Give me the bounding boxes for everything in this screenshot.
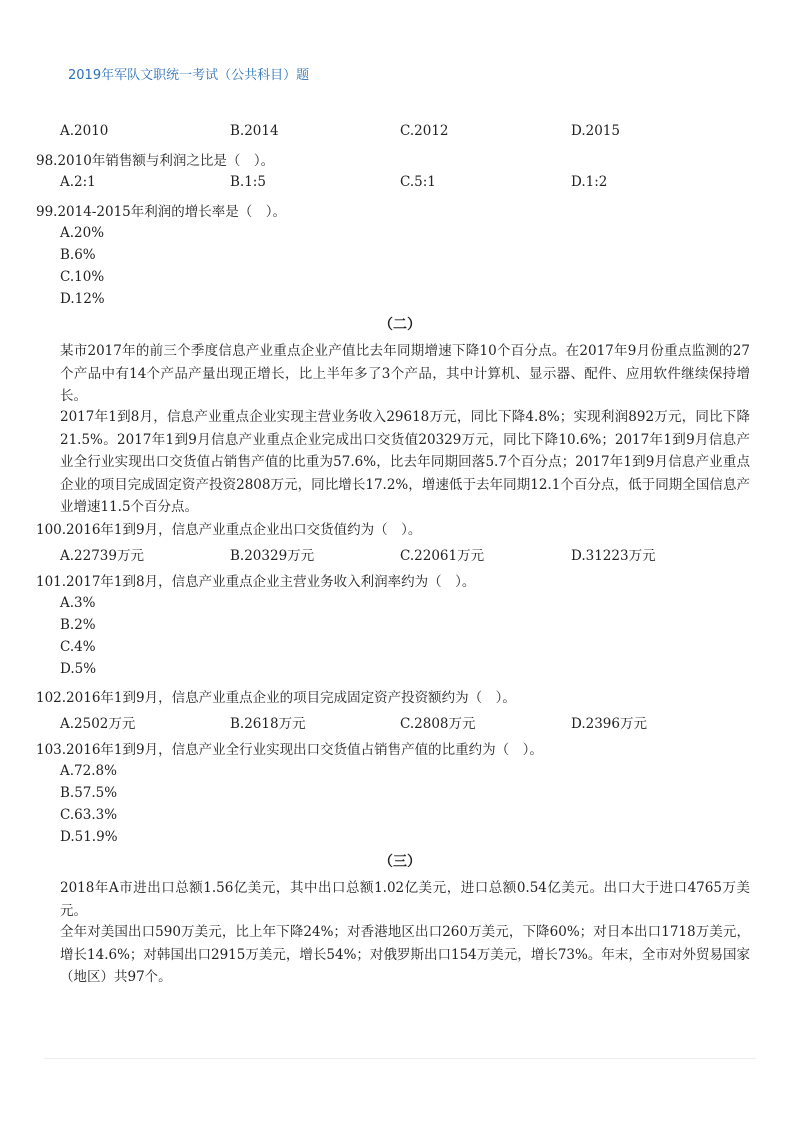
option-c: C.4% — [60, 639, 96, 655]
option-a: A.2010 — [60, 123, 109, 139]
option-d: D.51.9% — [60, 829, 118, 845]
question-101-stem: 101.2017年1到8月，信息产业重点企业主营业务收入利润率约为（ ）。 — [36, 574, 476, 590]
option-d: D.2396万元 — [571, 716, 647, 732]
section-2-title: （二） — [379, 317, 421, 333]
section-3-paragraph-1: 2018年A市进出口总额1.56亿美元，其中出口总额1.02亿美元，进口总额0.54亿美元。出口大于进口4765万美元。 — [60, 880, 750, 919]
option-d: D.12% — [60, 291, 105, 307]
option-a: A.72.8% — [60, 763, 117, 779]
option-d: D.2015 — [571, 123, 620, 139]
option-d: D.5% — [60, 661, 97, 677]
option-b: B.6% — [60, 247, 96, 263]
option-b: B.1:5 — [230, 174, 266, 190]
document-header-title: 2019年军队文职统一考试（公共科目）题 — [68, 68, 310, 83]
option-a: A.3% — [60, 595, 96, 611]
option-b: B.57.5% — [60, 785, 118, 801]
section-3-paragraph-2: 全年对美国出口590万美元，比上年下降24%；对香港地区出口260万美元，下降60%；对日本出口1718万美元，增长14.6%；对韩国出口2915万美元，增长54%；对俄罗斯出口154万美元，增长73%。年末，全市对外贸易国家（地区）共97个。 — [60, 924, 750, 985]
option-c: C.5:1 — [400, 174, 436, 190]
question-102-stem: 102.2016年1到9月，信息产业重点企业的项目完成固定资产投资额约为（ ）。 — [36, 690, 516, 706]
option-a: A.22739万元 — [60, 548, 144, 564]
option-c: C.2808万元 — [400, 716, 476, 732]
option-a: A.20% — [60, 225, 105, 241]
option-b: B.2014 — [230, 123, 279, 139]
section-2-paragraph-2: 2017年1到8月，信息产业重点企业实现主营业务收入29618万元，同比下降4.8%；实现利润892万元，同比下降21.5%。2017年1到9月信息产业重点企业完成出口交货值20329万元，同比下降10.6%；2017年1到9月信息产业全行业实现出口交货值占销售产值的比重为57.6%，比去年同期回落5.7个百分点；2017年1到9月信息产业重点企业的项目完成固定资产投资2808万元，同比增长17.2%，增速低于去年同期12.1个百分点，低于同期全国信息产业增速11.5个百分点。 — [60, 409, 750, 515]
option-b: B.20329万元 — [230, 548, 315, 564]
option-c: C.2012 — [400, 123, 449, 139]
option-c: C.10% — [60, 269, 105, 285]
section-2-paragraph-1: 某市2017年的前三个季度信息产业重点企业产值比去年同期增速下降10个百分点。在2017年9月份重点监测的27个产品中有14个产品产量出现正增长，比上半年多了3个产品，其中计算机、显示器、配件、应用软件继续保持增长。 — [60, 343, 750, 404]
question-98-stem: 98.2010年销售额与利润之比是（ ）。 — [36, 153, 275, 169]
option-a: A.2502万元 — [60, 716, 136, 732]
option-c: C.63.3% — [60, 807, 118, 823]
question-103-stem: 103.2016年1到9月，信息产业全行业实现出口交货值占销售产值的比重约为（ ）。 — [36, 742, 543, 758]
option-b: B.2618万元 — [230, 716, 306, 732]
question-99-stem: 99.2014-2015年利润的增长率是（ ）。 — [36, 204, 286, 220]
question-100-stem: 100.2016年1到9月，信息产业重点企业出口交货值约为（ ）。 — [36, 522, 422, 538]
option-d: D.31223万元 — [571, 548, 656, 564]
option-c: C.22061万元 — [400, 548, 485, 564]
option-a: A.2:1 — [60, 174, 96, 190]
option-d: D.1:2 — [571, 174, 608, 190]
footer-divider — [44, 1058, 756, 1059]
section-3-title: （三） — [379, 854, 421, 870]
option-b: B.2% — [60, 617, 96, 633]
